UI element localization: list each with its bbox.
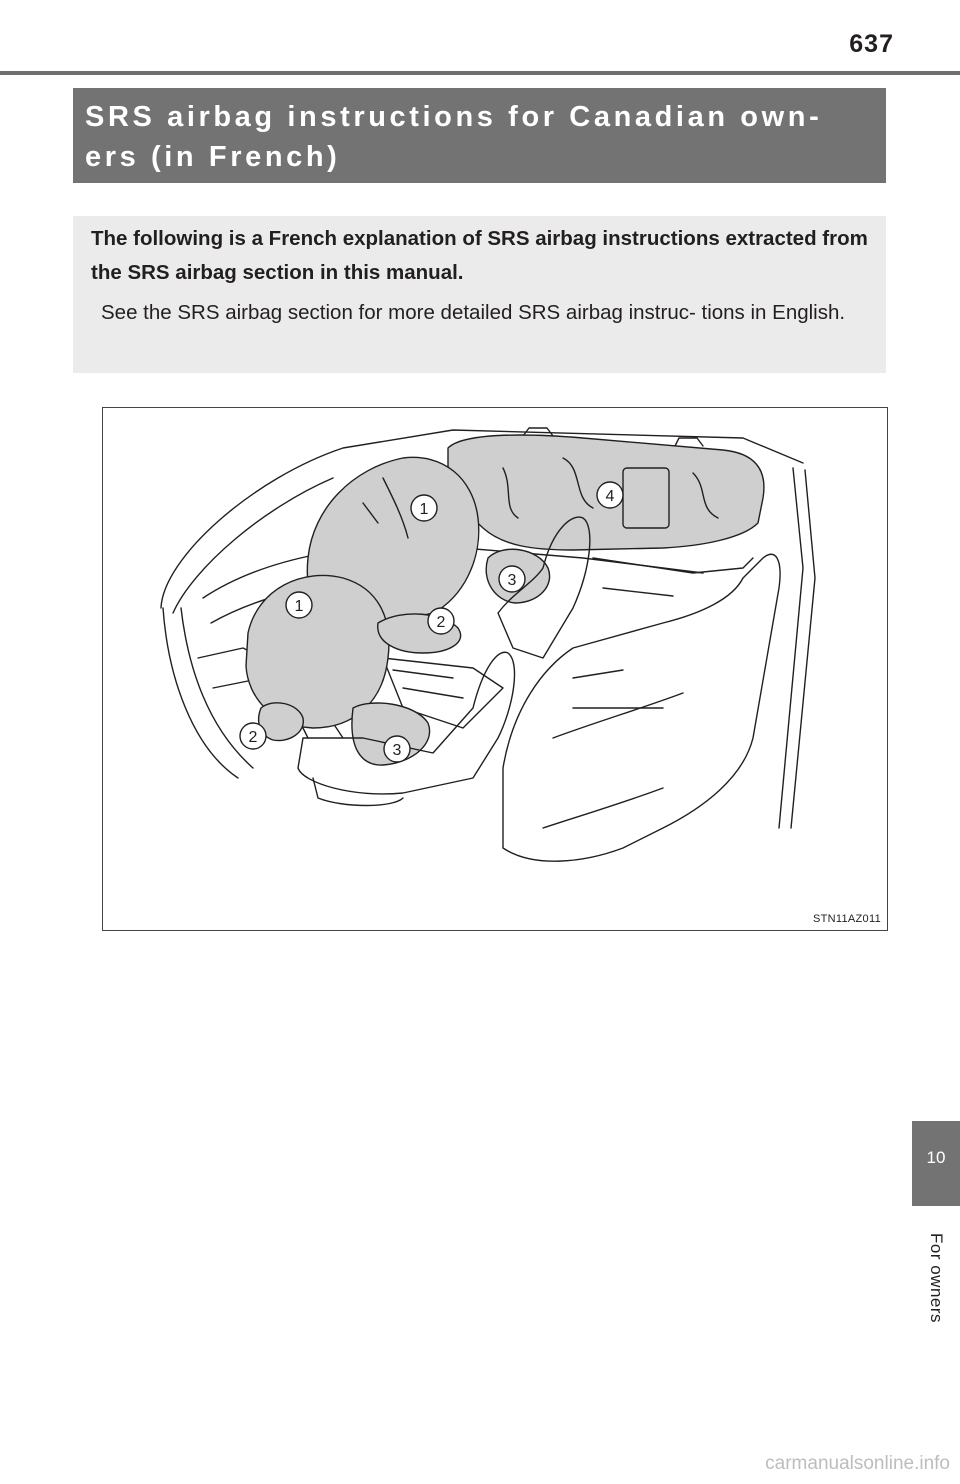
chapter-number: 10: [926, 1148, 946, 1167]
info-box: [73, 216, 886, 373]
svg-text:1: 1: [419, 501, 429, 518]
svg-text:3: 3: [507, 572, 517, 589]
svg-text:1: 1: [294, 598, 304, 615]
a-pillar: [163, 608, 238, 778]
airbag-illustration: [102, 407, 888, 931]
rear-door-trim: [593, 558, 753, 573]
vehicle-interior-drawing: [103, 408, 887, 930]
section-header: [73, 88, 886, 183]
svg-text:4: 4: [605, 488, 615, 505]
callout-4: [597, 482, 623, 508]
chapter-title: For owners: [927, 1232, 946, 1324]
figure-code: STN11AZ011: [812, 913, 881, 925]
right-pillar: [779, 468, 803, 828]
page-number: 637: [849, 30, 894, 58]
info-lead-text: The following is a French explanation of SRS airbag instructions extracted from the SRS airbag section in this manual.: [91, 227, 868, 284]
info-detail-text: See the SRS airbag section for more detailed SRS airbag instruc- tions in English.: [101, 301, 846, 324]
callout-2-lower: [240, 723, 266, 749]
callout-2-upper: [428, 608, 454, 634]
callout-1-upper: [411, 495, 437, 521]
callout-3-lower: [384, 736, 410, 762]
chapter-tab: [912, 1121, 960, 1206]
grab-handle-right: [675, 438, 703, 446]
svg-text:2: 2: [436, 614, 446, 631]
watermark: carmanualsonline.info: [765, 1453, 950, 1474]
callout-1-lower: [286, 592, 312, 618]
callout-3-upper: [499, 566, 525, 592]
header-rule: [0, 71, 960, 75]
svg-text:3: 3: [392, 742, 402, 759]
svg-text:2: 2: [248, 729, 258, 746]
section-title: SRS airbag instructions for Canadian own- ers (in French): [85, 101, 823, 173]
